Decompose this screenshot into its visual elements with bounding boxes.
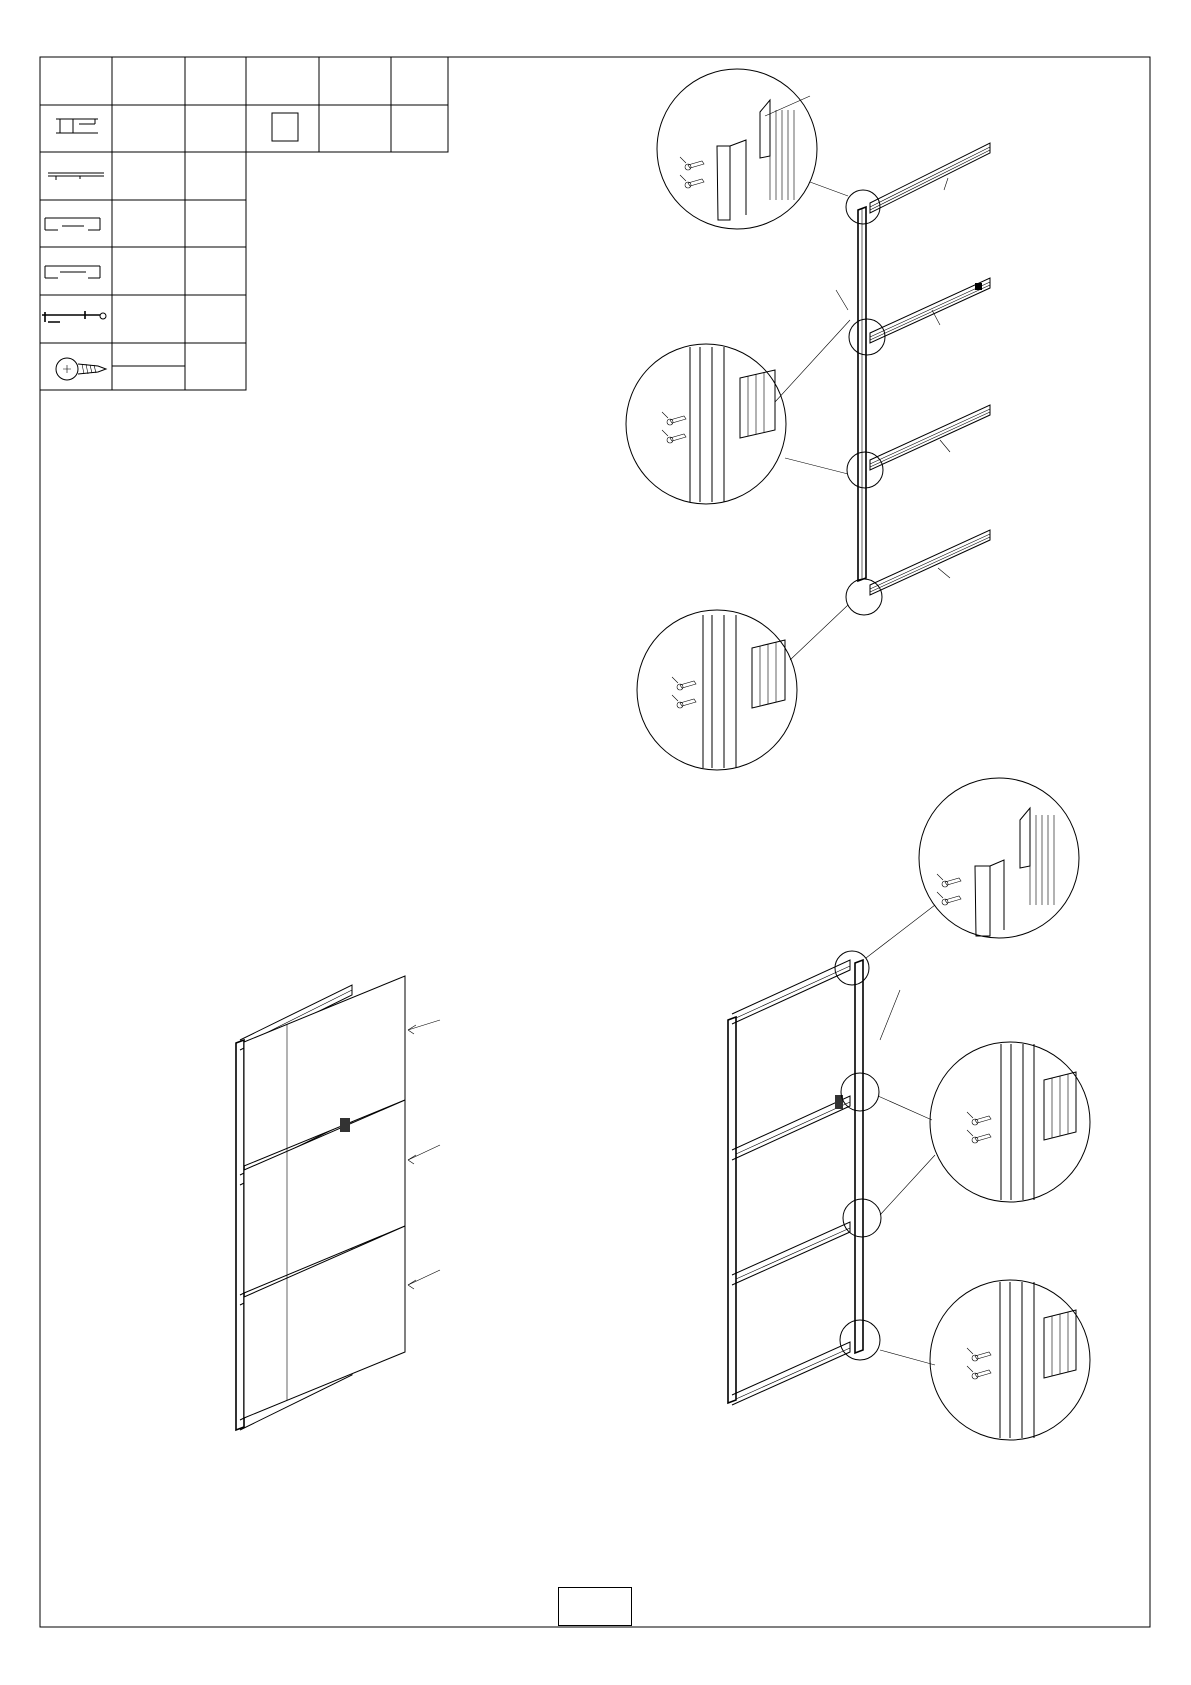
- page-number-box: [558, 1587, 632, 1626]
- frame-top-joint-detail: [919, 778, 1079, 938]
- top-joint-detail: [657, 69, 817, 229]
- wall-panels-assembly: [236, 976, 440, 1430]
- flat-rail-profile-icon: [48, 173, 104, 180]
- bottom-joint-detail: [637, 610, 797, 770]
- upright-post-with-rails: [775, 143, 990, 660]
- frame-with-second-post: [728, 905, 935, 1405]
- wide-u-channel-profile-icon: [45, 266, 100, 278]
- parts-table: [40, 57, 448, 390]
- second-joint-detail: [626, 344, 786, 504]
- u-channel-profile-icon: [45, 218, 100, 230]
- clip-rail-profile-icon: [42, 311, 106, 322]
- h-channel-profile-icon: [56, 119, 98, 133]
- frame-bottom-joint-detail: [930, 1280, 1090, 1440]
- page-border: [40, 57, 1150, 1627]
- screw-icon: [56, 358, 106, 380]
- frame-middle-joint-detail: [930, 1042, 1090, 1202]
